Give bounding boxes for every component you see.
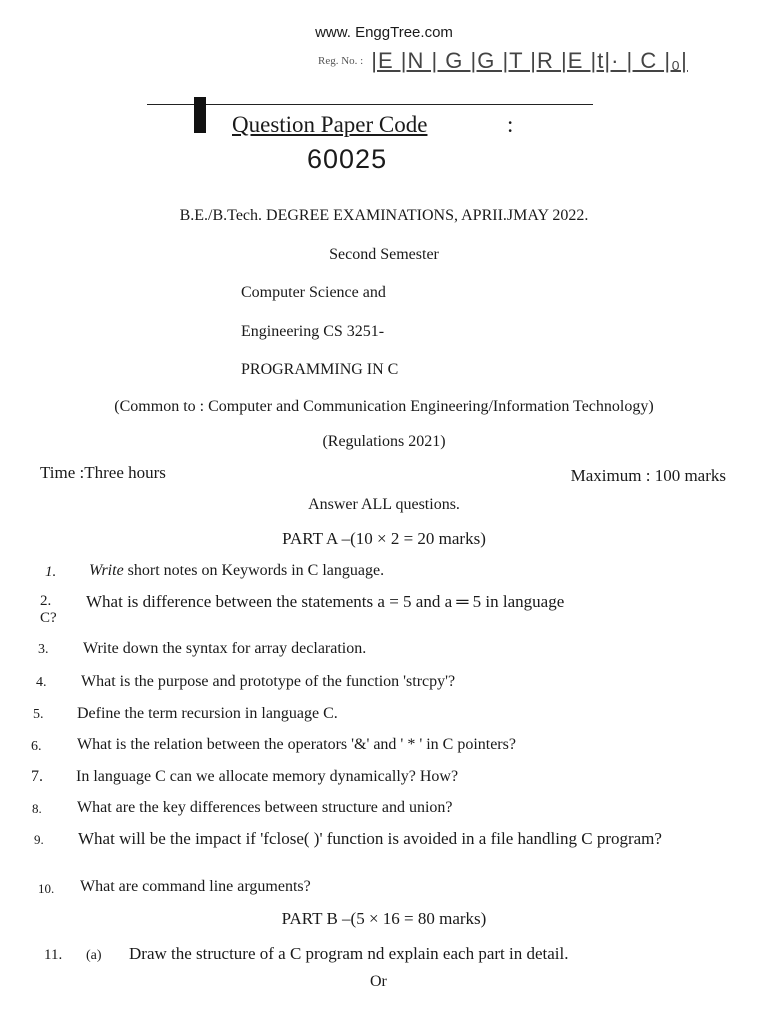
subject-title: PROGRAMMING IN C [241, 361, 399, 378]
reg-no-label: Reg. No. : [318, 55, 364, 67]
question-text: What are command line arguments? [80, 878, 311, 895]
register-number [318, 48, 688, 74]
question-text: Draw the structure of a C program nd explain each part in detail. [129, 944, 569, 963]
question-number: 10. [38, 881, 55, 896]
question-rest: short notes on Keywords in C language. [123, 562, 385, 579]
question-text: In language C can we allocate memory dynamically? How? [76, 768, 459, 785]
question-paper-code-colon: : [507, 112, 514, 137]
question-number: 4. [36, 675, 47, 690]
question-text-continued: C? [40, 610, 57, 626]
question-number: 2. [40, 593, 52, 609]
site-url: www. EnggTree.com [315, 24, 453, 41]
maximum-marks: Maximum : 100 marks [570, 466, 726, 485]
time-allowed: Time :Three hours [40, 463, 166, 482]
part-b-heading: PART B –(5 × 16 = 80 marks) [281, 909, 487, 928]
question-text: What is the relation between the operators '&' and ' * ' in C pointers? [77, 736, 516, 753]
question-text: What is difference between the statements a = 5 and a ═ 5 in language [86, 592, 565, 611]
question-number: 1. [45, 564, 57, 580]
question-number: 8. [32, 801, 42, 816]
department-line-2: Engineering CS 3251- [241, 323, 385, 340]
question-number: 5. [33, 707, 44, 722]
common-to-line: (Common to : Computer and Communication Engineering/Information Technology) [114, 398, 654, 415]
question-paper-code: 60025 [307, 144, 388, 174]
question-text: What is the purpose and prototype of the function 'strcpy'? [81, 673, 456, 690]
regulations-line: (Regulations 2021) [322, 433, 446, 450]
instruction-line: Answer ALL questions. [308, 496, 460, 513]
reg-no-value: |E |N | G |G |T |R |E |t|· | C |₀| [371, 48, 688, 73]
or-separator: Or [370, 973, 387, 990]
question-number: 6. [31, 739, 42, 754]
question-text: Write down the syntax for array declaration. [83, 640, 367, 657]
degree-line: B.E./B.Tech. DEGREE EXAMINATIONS, APRII.JMAY 2022. [179, 207, 589, 224]
question-text: What will be the impact if 'fclose( )' function is avoided in a file handling C program? [78, 829, 662, 848]
semester-line: Second Semester [329, 246, 439, 263]
question-number: 11. [44, 947, 63, 963]
sub-question-label: (a) [86, 948, 102, 963]
question-text: What are the key differences between structure and union? [77, 799, 453, 816]
part-a-heading: PART A –(10 × 2 = 20 marks) [282, 529, 486, 548]
question-text [89, 562, 384, 580]
question-number: 9. [34, 832, 44, 847]
question-number: 7. [31, 768, 43, 785]
question-lead-word: Write [89, 562, 124, 579]
header-rule [147, 104, 593, 105]
question-number: 3. [38, 642, 49, 657]
question-paper-code-label: Question Paper Code [232, 112, 428, 137]
question-text: Define the term recursion in language C. [77, 705, 338, 722]
header-bar-mark [194, 97, 206, 133]
department-line-1: Computer Science and [241, 284, 386, 301]
